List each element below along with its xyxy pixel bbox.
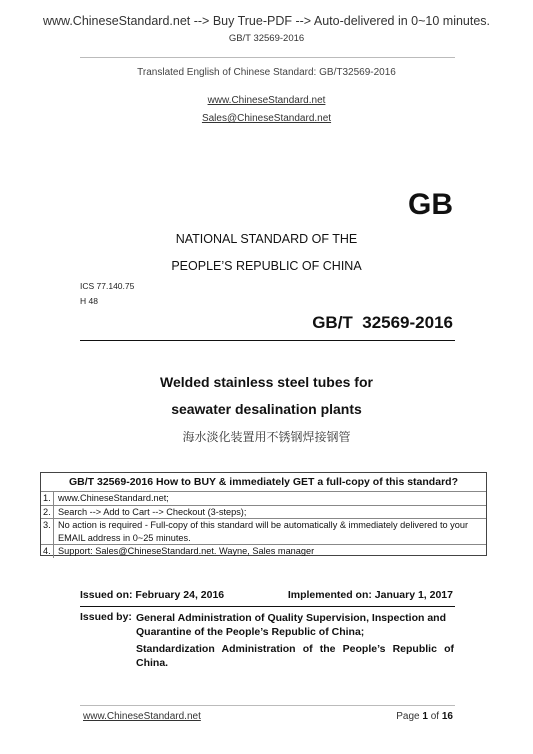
buy-step-text: Support: Sales@ChineseStandard.net. Wayne, Sales manager — [58, 546, 315, 556]
buy-instructions-box — [40, 472, 487, 556]
page-indicator — [396, 711, 453, 722]
national-standard-line1: NATIONAL STANDARD OF THE — [175, 232, 358, 246]
website-link-row — [0, 90, 533, 108]
h-code: H 48 — [80, 296, 98, 306]
title-chinese: 海水淡化装置用不锈钢焊接钢管 — [182, 430, 351, 444]
header-divider — [80, 57, 455, 58]
header-standard-code: GB/T 32569-2016 — [228, 33, 305, 44]
issuer-1: General Administration of Quality Supervision, Inspection and Quarantine of the People’s Republic of China; — [136, 612, 446, 638]
national-standard-line2: PEOPLE’S REPUBLIC OF CHINA — [171, 259, 362, 273]
footer-website-link[interactable]: www.ChineseStandard.net — [83, 711, 201, 722]
standard-number: GB/T 32569-2016 — [312, 313, 453, 332]
buy-heading: GB/T 32569-2016 How to BUY & immediately GET a full-copy of this standard? — [69, 476, 458, 488]
issue-divider — [80, 606, 455, 607]
page-current: 1 — [422, 711, 428, 722]
title-line1: Welded stainless steel tubes for — [160, 374, 373, 390]
buy-step — [41, 491, 486, 505]
page-total: 16 — [441, 711, 453, 722]
issued-by-label: Issued by: — [80, 611, 132, 623]
implemented-on-date: Implemented on: January 1, 2017 — [287, 589, 453, 601]
buy-step-number: 4. — [41, 545, 54, 558]
buy-step-text: www.ChineseStandard.net; — [58, 493, 169, 503]
issuer-2: Standardization Administration of the People’s Republic of China. — [136, 643, 454, 669]
buy-step — [41, 544, 486, 558]
buy-step — [41, 505, 486, 519]
gb-logo: GB — [408, 188, 453, 221]
buy-step-number: 3. — [41, 519, 54, 544]
website-link[interactable]: www.ChineseStandard.net — [207, 95, 326, 106]
email-link[interactable]: Sales@ChineseStandard.net — [201, 113, 332, 124]
footer-divider — [80, 705, 455, 706]
page-prefix: Page — [396, 711, 423, 722]
title-line2: seawater desalination plants — [171, 401, 362, 417]
ics-code: ICS 77.140.75 — [80, 281, 135, 291]
buy-steps-list — [41, 491, 486, 558]
buy-step — [41, 518, 486, 544]
translation-line: Translated English of Chinese Standard: GB/T32569-2016 — [137, 67, 396, 78]
top-banner: www.ChineseStandard.net --> Buy True-PDF --> Auto-delivered in 0~10 minutes. — [42, 14, 491, 28]
buy-step-text: Search --> Add to Cart --> Checkout (3-steps); — [58, 506, 247, 517]
buy-step-text: No action is required - Full-copy of this standard will be automatically & immediately delivered to your EMAIL address in 0~25 minutes. — [58, 520, 469, 543]
buy-step-number: 1. — [41, 492, 54, 505]
buy-step-number: 2. — [41, 506, 54, 519]
standard-number-divider — [80, 340, 455, 341]
issued-on-date: Issued on: February 24, 2016 — [80, 589, 225, 601]
email-link-row — [0, 108, 533, 126]
page-of: of — [427, 711, 442, 722]
